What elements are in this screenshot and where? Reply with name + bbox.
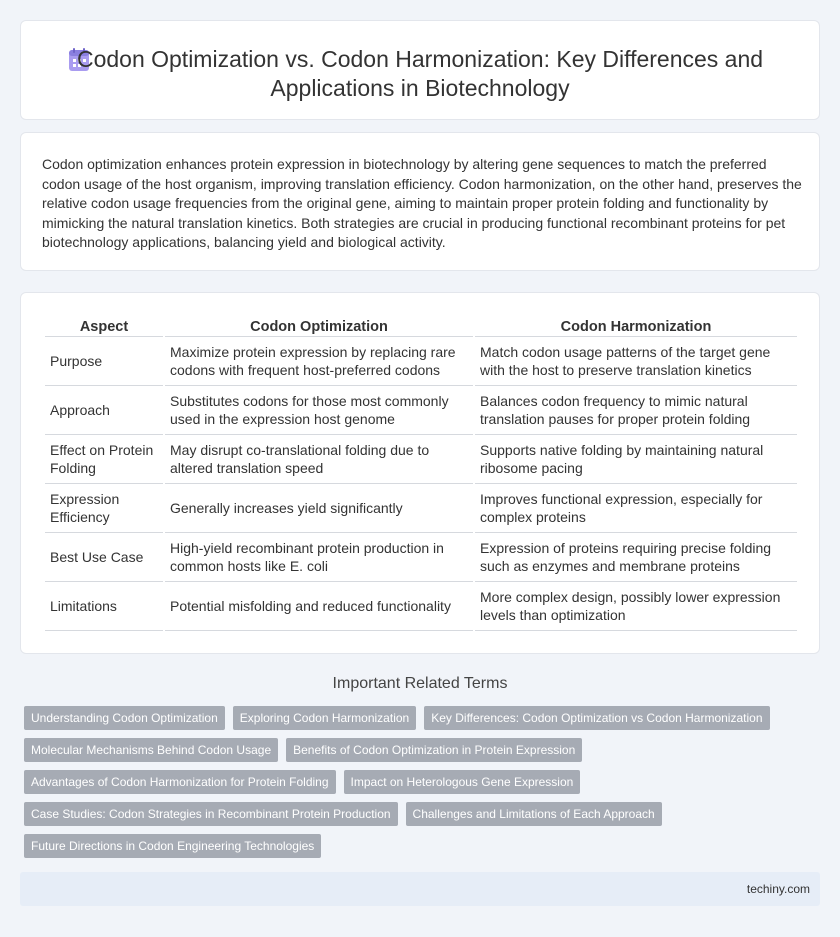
table-header-row bbox=[45, 315, 797, 337]
table-row bbox=[45, 337, 797, 386]
header-optimization: Codon Optimization bbox=[165, 315, 473, 337]
cell-harmonization: Balances codon frequency to mimic natural translation pauses for proper protein folding bbox=[475, 386, 797, 435]
related-term-tag[interactable]: Impact on Heterologous Gene Expression bbox=[344, 770, 581, 794]
cell-optimization: Maximize protein expression by replacing rare codons with frequent host-preferred codons bbox=[165, 337, 473, 386]
cell-harmonization: Supports native folding by maintaining natural ribosome pacing bbox=[475, 435, 797, 484]
header-harmonization: Codon Harmonization bbox=[475, 315, 797, 337]
cell-optimization: Substitutes codons for those most commonly used in the expression host genome bbox=[165, 386, 473, 435]
intro-paragraph: Codon optimization enhances protein expression in biotechnology by altering gene sequences to match the preferred codon usage of the host organism, improving translation efficiency. Codon harmonization, on the other hand, preserves the relative codon usage frequencies from the original gene, aiming to maintain proper protein folding and functionality by mimicking the natural translation kinetics. Both strategies are crucial in producing functional recombinant proteins for pet biotechnology applications, balancing yield and biological activity. bbox=[42, 156, 802, 250]
cell-aspect: Effect on Protein Folding bbox=[45, 435, 163, 484]
footer bbox=[20, 872, 820, 906]
cell-harmonization: More complex design, possibly lower expression levels than optimization bbox=[475, 582, 797, 631]
page-title: Codon Optimization vs. Codon Harmonization: Key Differences and Applications in Biotechnology bbox=[76, 46, 764, 101]
related-term-tag[interactable]: Key Differences: Codon Optimization vs Codon Harmonization bbox=[424, 706, 769, 730]
related-terms-heading: Important Related Terms bbox=[332, 675, 508, 692]
cell-optimization: Potential misfolding and reduced functionality bbox=[165, 582, 473, 631]
related-term-tag[interactable]: Molecular Mechanisms Behind Codon Usage bbox=[24, 738, 278, 762]
cell-optimization: May disrupt co-translational folding due to altered translation speed bbox=[165, 435, 473, 484]
related-term-tag[interactable]: Benefits of Codon Optimization in Protein Expression bbox=[286, 738, 582, 762]
cell-harmonization: Improves functional expression, especially for complex proteins bbox=[475, 484, 797, 533]
cell-harmonization: Match codon usage patterns of the target gene with the host to preserve translation kinetics bbox=[475, 337, 797, 386]
related-term-tag[interactable]: Exploring Codon Harmonization bbox=[233, 706, 416, 730]
comparison-table bbox=[43, 315, 799, 631]
cell-aspect: Best Use Case bbox=[45, 533, 163, 582]
table-row bbox=[45, 386, 797, 435]
related-term-tag[interactable]: Case Studies: Codon Strategies in Recombinant Protein Production bbox=[24, 802, 398, 826]
related-terms-list bbox=[24, 706, 814, 858]
related-term-tag[interactable]: Challenges and Limitations of Each Approach bbox=[406, 802, 662, 826]
table-row bbox=[45, 533, 797, 582]
footer-site-link[interactable]: techiny.com bbox=[746, 882, 810, 896]
cell-optimization: High-yield recombinant protein production in common hosts like E. coli bbox=[165, 533, 473, 582]
table-row bbox=[45, 484, 797, 533]
cell-aspect: Approach bbox=[45, 386, 163, 435]
cell-aspect: Limitations bbox=[45, 582, 163, 631]
related-term-tag[interactable]: Advantages of Codon Harmonization for Protein Folding bbox=[24, 770, 336, 794]
cell-harmonization: Expression of proteins requiring precise folding such as enzymes and membrane proteins bbox=[475, 533, 797, 582]
table-row bbox=[45, 435, 797, 484]
related-term-tag[interactable]: Future Directions in Codon Engineering Technologies bbox=[24, 834, 321, 858]
cell-aspect: Expression Efficiency bbox=[45, 484, 163, 533]
cell-aspect: Purpose bbox=[45, 337, 163, 386]
table-row bbox=[45, 582, 797, 631]
comparison-table-card bbox=[20, 292, 820, 654]
header-card bbox=[20, 20, 820, 120]
intro-card bbox=[20, 132, 820, 271]
header-aspect: Aspect bbox=[45, 315, 163, 337]
related-term-tag[interactable]: Understanding Codon Optimization bbox=[24, 706, 225, 730]
cell-optimization: Generally increases yield significantly bbox=[165, 484, 473, 533]
